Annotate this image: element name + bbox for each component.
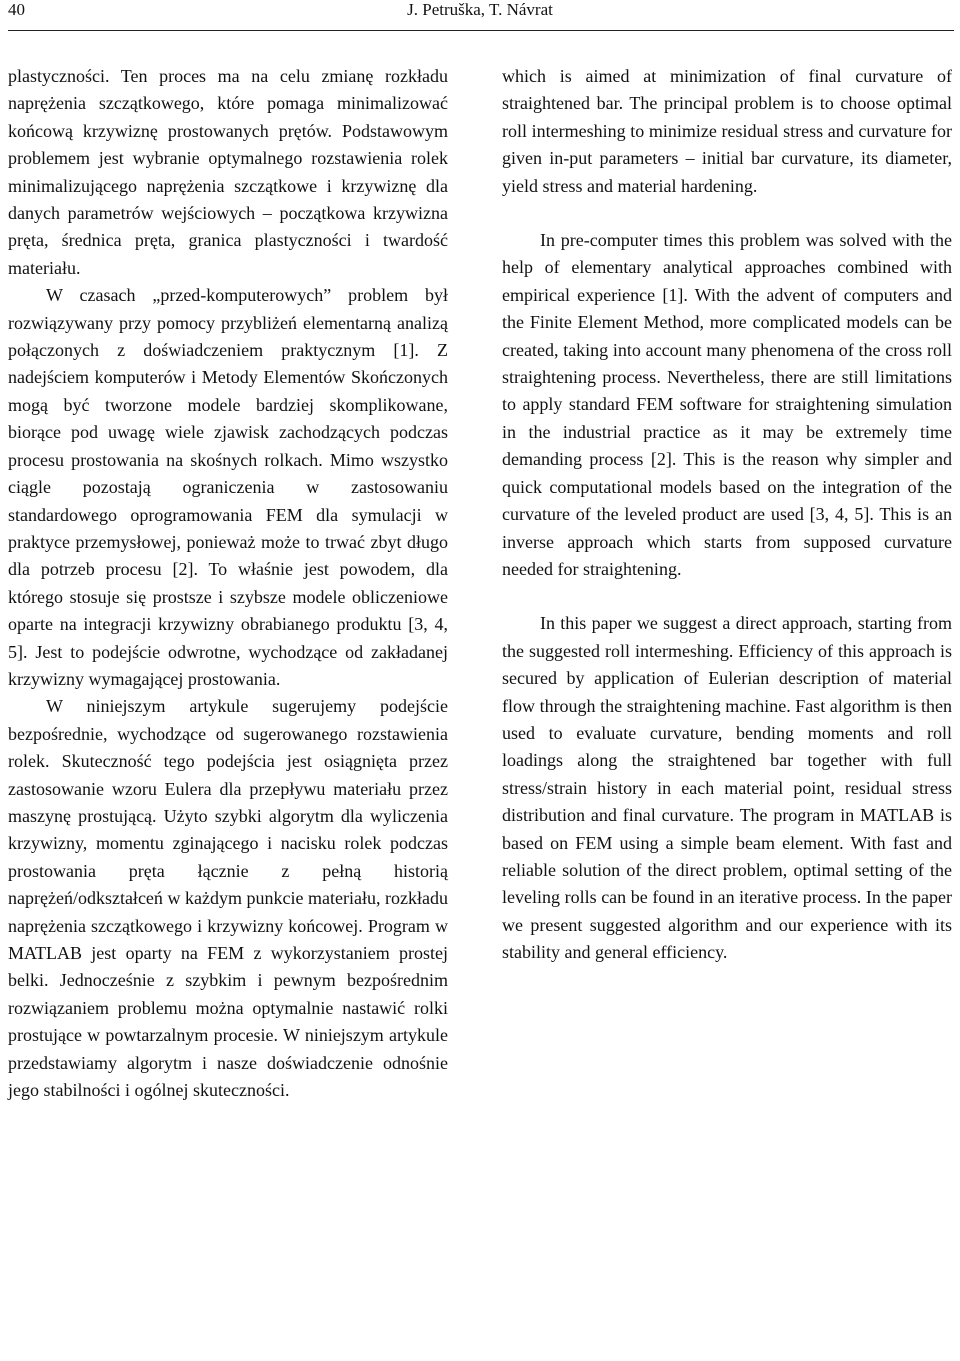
running-header-authors: J. Petruška, T. Návrat (407, 0, 553, 19)
paragraph-pl-2: W czasach „przed-komputerowych” problem był rozwiązywany przy pomocy przybliżeń elementarną analizą połączonych z doświadczeniem praktycznym [1]. Z nadejściem komputerów i Metody Elementów Skończonych mogą być tworzone modele bardziej skomplikowane, biorące pod uwagę wiele zjawisk zachodzących podczas procesu prostowania na skośnych rolkach. Mimo wszystko ciągle pozostają ograniczenia w zastosowaniu standardowego oprogramowania FEM dla symulacji w praktyce przemysłowej, ponieważ może to trwać zbyt długo dla potrzeb procesu [2]. To właśnie jest powodem, dla którego stosuje się prostsze i szybsze modele obliczeniowe oparte na integracji krzywizny obrabianego produktu [3, 4, 5]. Jest to podejście odwrotne, wychodzące od zakładanej krzywizny wymagającej prostowania. (8, 285, 448, 689)
left-column-polish (8, 63, 448, 1104)
paragraph-en-3: In this paper we suggest a direct approach, starting from the suggested roll intermeshing. Efficiency of this approach is secured by application of Eulerian description of material flow through the straightening machine. Fast algorithm is then used to evaluate curvature, bending moments and roll loadings along the straightened bar together with full stress/strain history in each material point, residual stress distribution and final curvature. The program in MATLAB is based on FEM using a simple beam element. With fast and reliable solution of the direct problem, optimal setting of the leveling rolls can be found in an iterative process. In the paper we present suggested algorithm and our experience with its stability and general efficiency. (502, 613, 952, 963)
paragraph-pl-1: plastyczności. Ten proces ma na celu zmianę rozkładu naprężenia szczątkowego, które pomaga minimalizować końcową krzywiznę prostowanych prętów. Podstawowym problemem jest wybranie optymalnego rozstawienia rolek minimalizującego naprężenia szczątkowe i krzywiznę dla danych parametrów wejściowych – początkowa krzywizna pręta, średnica pręta, granica plastyczności i twardość materiału. (8, 66, 448, 278)
running-header (0, 0, 960, 30)
paragraph-en-2: In pre-computer times this problem was solved with the help of elementary analytical approaches combined with empirical experience [1]. With the advent of computers and the Finite Element Method, more complicated models can be created, taking into account many phenomena of the cross roll straightening process. Nevertheless, there are still limitations to apply standard FEM software for straightening simulation in the industrial practice as it may be extremely time demanding process [2]. This is the reason why simpler and quick computational models based on the integration of the curvature of the leveled product are used [3, 4, 5]. This is an inverse approach which starts from supposed curvature needed for straightening. (502, 230, 952, 579)
header-rule (8, 30, 954, 31)
paragraph-en-1: which is aimed at minimization of final curvature of straightened bar. The principal problem is to choose optimal roll intermeshing to minimize residual stress and curvature for given in-put parameters – initial bar curvature, its diameter, yield stress and material hardening. (502, 66, 952, 196)
page-number: 40 (8, 0, 25, 19)
right-column-english (502, 63, 952, 967)
paragraph-pl-3: W niniejszym artykule sugerujemy podejście bezpośrednie, wychodzące od sugerowanego rozstawienia rolek. Skuteczność tego podejścia jest osiągnięta przez zastosowanie wzoru Eulera dla przepływu materiału przez maszynę prostującą. Użyto szybki algorytm dla wyliczenia krzywizny, momentu zginającego i nacisku rolek podczas prostowania pręta łącznie z pełną historią naprężeń/odkształceń w każdym punkcie materiału, rozkładu naprężenia szczątkowego i krzywizny końcowej. Program w MATLAB jest oparty na FEM z wykorzystaniem prostej belki. Jednocześnie z szybkim i pewnym bezpośrednim rozwiązaniem problemu można optymalnie nastawić rolki prostujące w powtarzalnym procesie. W niniejszym artykule przedstawiamy algorytm i nasze doświadczenie odnośnie jego stabilności i ogólnej skuteczności. (8, 696, 448, 1101)
